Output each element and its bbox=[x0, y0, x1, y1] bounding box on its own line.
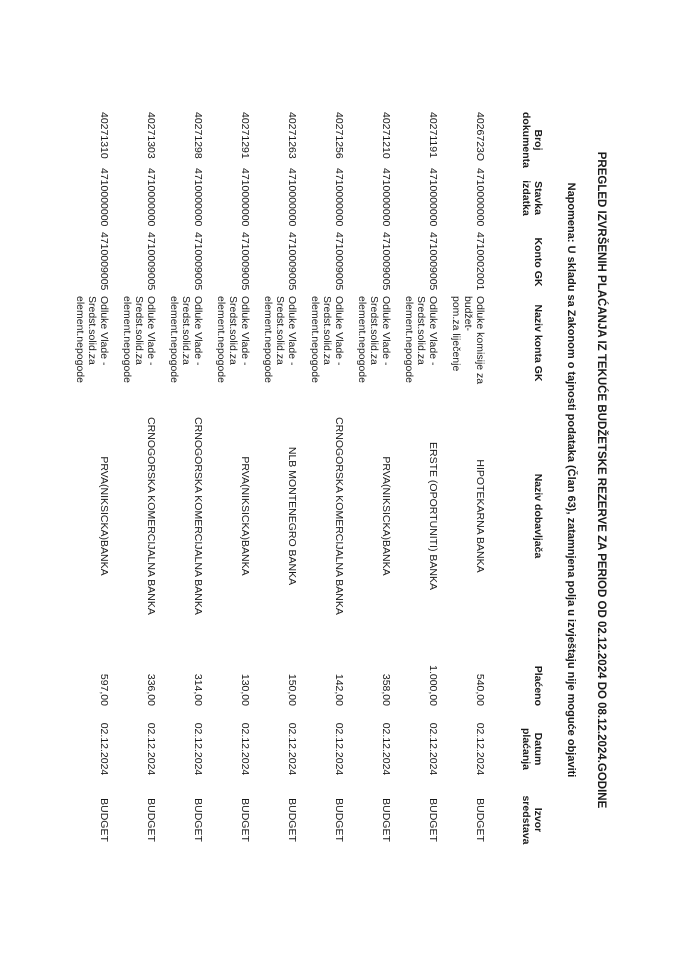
report-note: Napomena: U skladu sa Zakonom o tajnosti podataka (Član 63), zatamnjena polja u izvještaju nije moguće objaviti bbox=[565, 182, 577, 778]
cell-stavka-izdatka: 4710000000 bbox=[145, 168, 157, 227]
cell-naziv-konta: Odluke Vlade - Sredst.solid.za element.nepogode bbox=[215, 296, 251, 383]
cell-naziv-dobavljaca: CRNOGORSKA KOMERCIJALNA BANKA bbox=[192, 417, 204, 615]
cell-naziv-dobavljaca: PRVA(NIKSICKA)BANKA bbox=[380, 456, 392, 576]
cell-konto-gk: 4710002001 bbox=[474, 232, 486, 291]
cell-stavka-izdatka: 4710000000 bbox=[98, 168, 110, 227]
cell-datum-placanja: 02.12.2024 bbox=[380, 722, 392, 776]
cell-naziv-dobavljaca: PRVA(NIKSICKA)BANKA bbox=[239, 456, 251, 576]
cell-naziv-konta: Odluke komisije za budžet- pom.za liječenje bbox=[450, 296, 486, 385]
header-placeno: Plaćeno bbox=[532, 665, 544, 706]
cell-konto-gk: 4710009005 bbox=[98, 232, 110, 291]
cell-datum-placanja: 02.12.2024 bbox=[98, 722, 110, 776]
cell-placeno: 142,00 bbox=[333, 673, 345, 706]
cell-broj-dokumenta: 40271303 bbox=[145, 112, 157, 159]
cell-placeno: 540,00 bbox=[474, 673, 486, 706]
cell-datum-placanja: 02.12.2024 bbox=[239, 722, 251, 776]
cell-broj-dokumenta: 4026723O bbox=[474, 112, 486, 162]
cell-datum-placanja: 02.12.2024 bbox=[286, 722, 298, 776]
cell-izvor-sredstava: BUDGET bbox=[333, 798, 345, 842]
cell-izvor-sredstava: BUDGET bbox=[427, 798, 439, 842]
header-naziv-konta: Naziv konta GK bbox=[532, 304, 544, 382]
cell-naziv-dobavljaca: HIPOTEKARNA BANKA bbox=[474, 459, 486, 573]
cell-naziv-konta: Odluke Vlade - Sredst.solid.za element.nepogode bbox=[121, 296, 157, 383]
cell-broj-dokumenta: 40271291 bbox=[239, 112, 251, 159]
cell-naziv-dobavljaca: CRNOGORSKA KOMERCIJALNA BANKA bbox=[145, 417, 157, 615]
cell-naziv-konta: Odluke Vlade - Sredst.solid.za element.nepogode bbox=[309, 296, 345, 383]
cell-broj-dokumenta: 40271310 bbox=[98, 112, 110, 159]
cell-placeno: 336,00 bbox=[145, 673, 157, 706]
cell-broj-dokumenta: 40271210 bbox=[380, 112, 392, 159]
cell-naziv-konta: Odluke Vlade - Sredst.solid.za element.nepogode bbox=[356, 296, 392, 383]
cell-naziv-dobavljaca: ERSTE (OPORTUNITI) BANKA bbox=[427, 442, 439, 590]
header-datum-placanja: Datum plaćanja bbox=[520, 727, 544, 771]
cell-konto-gk: 4710009005 bbox=[286, 232, 298, 291]
cell-placeno: 1.000,00 bbox=[427, 665, 439, 706]
cell-datum-placanja: 02.12.2024 bbox=[333, 722, 345, 776]
cell-izvor-sredstava: BUDGET bbox=[98, 798, 110, 842]
cell-konto-gk: 4710009005 bbox=[192, 232, 204, 291]
cell-broj-dokumenta: 40271263 bbox=[286, 112, 298, 159]
cell-izvor-sredstava: BUDGET bbox=[239, 798, 251, 842]
cell-stavka-izdatka: 4710000000 bbox=[239, 168, 251, 227]
header-izvor-sredstava: Izvor sredstava bbox=[520, 795, 544, 845]
cell-stavka-izdatka: 4710000000 bbox=[192, 168, 204, 227]
cell-izvor-sredstava: BUDGET bbox=[474, 798, 486, 842]
cell-broj-dokumenta: 40271191 bbox=[427, 112, 439, 158]
cell-naziv-dobavljaca: NLB MONTENEGRO BANKA bbox=[286, 446, 298, 586]
cell-placeno: 597,00 bbox=[98, 673, 110, 706]
header-broj-dokumenta: Broj dokumenta bbox=[520, 112, 544, 169]
cell-konto-gk: 4710009005 bbox=[333, 232, 345, 291]
cell-broj-dokumenta: 40271256 bbox=[333, 112, 345, 159]
cell-placeno: 130,00 bbox=[239, 673, 251, 706]
cell-datum-placanja: 02.12.2024 bbox=[474, 722, 486, 776]
cell-izvor-sredstava: BUDGET bbox=[286, 798, 298, 842]
header-stavka-izdatka: Stavka izdatka bbox=[520, 180, 544, 216]
cell-stavka-izdatka: 4710000000 bbox=[427, 168, 439, 227]
header-naziv-dobavljaca: Naziv dobavljača bbox=[532, 473, 544, 559]
cell-placeno: 150,00 bbox=[286, 673, 298, 706]
cell-naziv-konta: Odluke Vlade - Sredst.solid.za element.nepogode bbox=[168, 296, 204, 383]
cell-izvor-sredstava: BUDGET bbox=[380, 798, 392, 842]
cell-datum-placanja: 02.12.2024 bbox=[427, 722, 439, 776]
report-title: PREGLED IZVRŠENIH PLAĆANJA IZ TEKUĆE BUDŽETSKE REZERVE ZA PERIOD OD 02.12.2024 DO 08.12.2024.GODINE bbox=[595, 151, 607, 809]
cell-stavka-izdatka: 4710000000 bbox=[380, 168, 392, 227]
cell-konto-gk: 4710009005 bbox=[427, 232, 439, 291]
header-konto-gk: Konto GK bbox=[532, 237, 544, 287]
cell-konto-gk: 4710009005 bbox=[145, 232, 157, 291]
cell-placeno: 314,00 bbox=[192, 673, 204, 706]
cell-stavka-izdatka: 4710000000 bbox=[333, 168, 345, 227]
cell-izvor-sredstava: BUDGET bbox=[192, 798, 204, 842]
cell-datum-placanja: 02.12.2024 bbox=[145, 722, 157, 776]
cell-stavka-izdatka: 4710000000 bbox=[286, 168, 298, 227]
cell-izvor-sredstava: BUDGET bbox=[145, 798, 157, 842]
cell-stavka-izdatka: 4710000000 bbox=[474, 168, 486, 227]
cell-naziv-dobavljaca: PRVA(NIKSICKA)BANKA bbox=[98, 456, 110, 576]
cell-broj-dokumenta: 40271298 bbox=[192, 112, 204, 159]
cell-datum-placanja: 02.12.2024 bbox=[192, 722, 204, 776]
table-header bbox=[494, 0, 544, 960]
cell-placeno: 358,00 bbox=[380, 673, 392, 706]
cell-naziv-konta: Odluke Vlade - Sredst.solid.za element.nepogode bbox=[74, 296, 110, 383]
cell-konto-gk: 4710009005 bbox=[380, 232, 392, 291]
cell-konto-gk: 4710009005 bbox=[239, 232, 251, 291]
cell-naziv-konta: Odluke Vlade - Sredst.solid.za element.nepogode bbox=[262, 296, 298, 383]
cell-naziv-konta: Odluke Vlade - Sredst.solid.za element.nepogode bbox=[403, 296, 439, 383]
cell-naziv-dobavljaca: CRNOGORSKA KOMERCIJALNA BANKA bbox=[333, 417, 345, 615]
